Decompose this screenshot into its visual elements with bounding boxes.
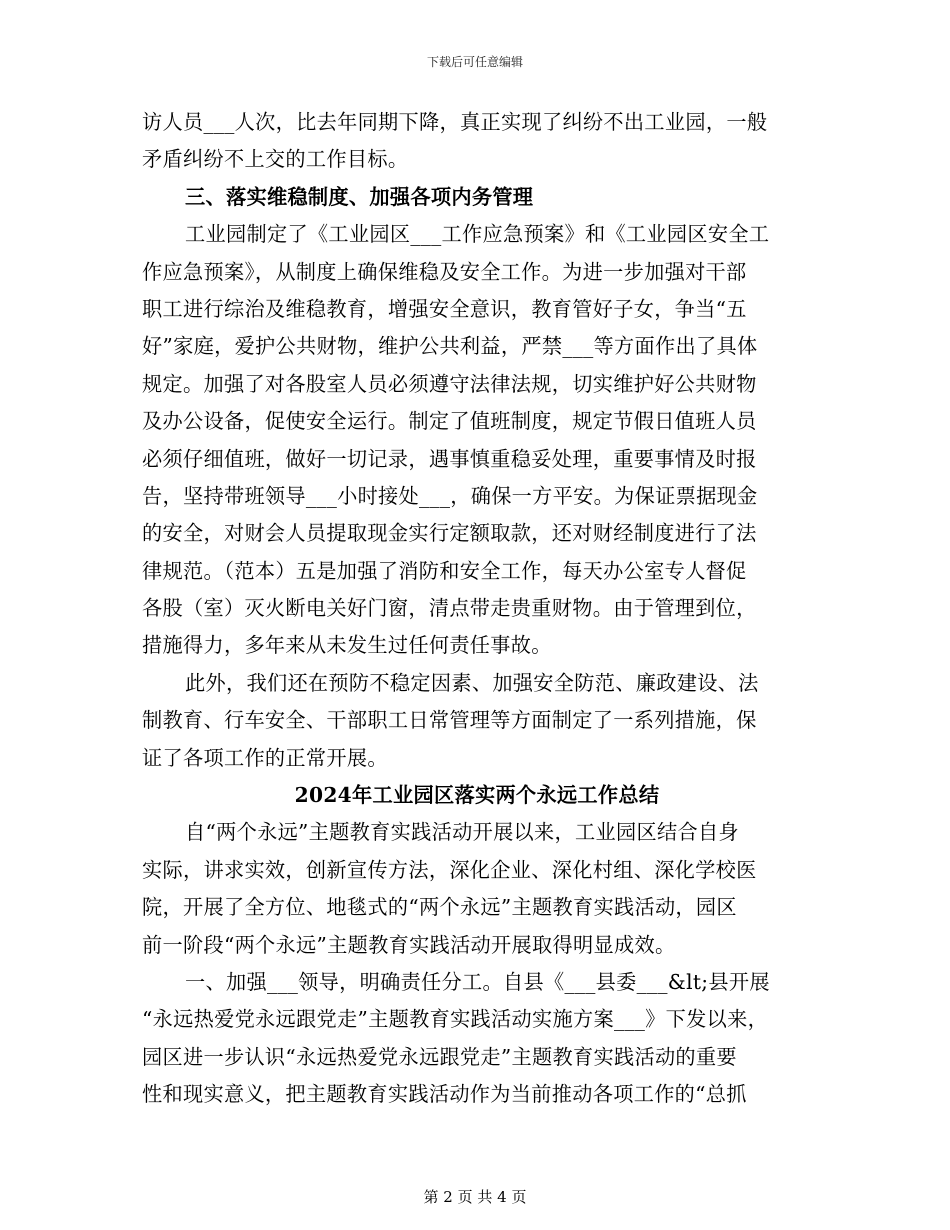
body-line: 告，坚持带班领导___小时接处___，确保一方平安。为保证票据现金: [142, 483, 758, 508]
body-line: 园区进一步认识“永远热爱党永远跟党走”主题教育实践活动的重要: [142, 1044, 737, 1069]
body-line: 及办公设备，促使安全运行。制定了值班制度，规定节假日值班人员: [142, 409, 757, 434]
body-line: 好”家庭，爱护公共财物，维护公共利益，严禁___等方面作出了具体: [142, 334, 758, 359]
body-line: 制教育、行车安全、干部职工日常管理等方面制定了一系列措施，保: [142, 708, 757, 733]
body-line: 矛盾纠纷不上交的工作目标。: [142, 147, 409, 172]
document-title: 2024年工业园区落实两个永远工作总结: [294, 783, 660, 808]
body-line: 院，开展了全方位、地毯式的“两个永远”主题教育实践活动，园区: [142, 895, 737, 920]
body-line: 实际，讲求实效，创新宣传方法，深化企业、深化村组、深化学校医: [142, 857, 757, 882]
page-number: 第 2 页 共 4 页: [423, 1188, 527, 1206]
paragraph-start-line: 一、加强___领导，明确责任分工。自县《___县委___&lt;县开展: [185, 969, 770, 994]
body-line: 措施得力，多年来从未发生过任何责任事故。: [142, 633, 552, 658]
paragraph-start-line: 工业园制定了《工业园区___工作应急预案》和《工业园区安全工: [185, 222, 770, 247]
body-line: 必须仔细值班，做好一切记录，遇事慎重稳妥处理，重要事情及时报: [142, 446, 757, 471]
body-line: 性和现实意义，把主题教育实践活动作为当前推动各项工作的“总抓: [142, 1082, 747, 1107]
document-body: [142, 104, 812, 1114]
body-line: 的安全，对财会人员提取现金实行定额取款，还对财经制度进行了法: [142, 521, 757, 546]
body-line: 职工进行综治及维稳教育，增强安全意识，教育管好子女，争当“五: [142, 296, 747, 321]
body-line: 证了各项工作的正常开展。: [142, 745, 388, 770]
paragraph-start-line: 自“两个永远”主题教育实践活动开展以来，工业园区结合自身: [185, 820, 739, 845]
paragraph-start-line: 此外，我们还在预防不稳定因素、加强安全防范、廉政建设、法: [185, 670, 759, 695]
body-line: 前一阶段“两个永远”主题教育实践活动开展取得明显成效。: [142, 932, 676, 957]
body-line: 各股（室）灭火断电关好门窗，清点带走贵重财物。由于管理到位，: [142, 596, 757, 621]
section-heading: 三、落实维稳制度、加强各项内务管理: [185, 184, 534, 209]
body-line: 律规范。（范本）五是加强了消防和安全工作，每天办公室专人督促: [142, 558, 747, 583]
body-line: “永远热爱党永远跟党走”主题教育实践活动实施方案___》下发以来，: [142, 1007, 769, 1032]
body-line: 访人员___人次，比去年同期下降，真正实现了纠纷不出工业园，一般: [142, 110, 768, 134]
body-line: 规定。加强了对各股室人员必须遵守法律法规，切实维护好公共财物: [142, 371, 757, 396]
page-header-note: 下载后可任意编辑: [426, 55, 523, 69]
body-line: 作应急预案》，从制度上确保维稳及安全工作。为进一步加强对干部: [142, 259, 747, 284]
